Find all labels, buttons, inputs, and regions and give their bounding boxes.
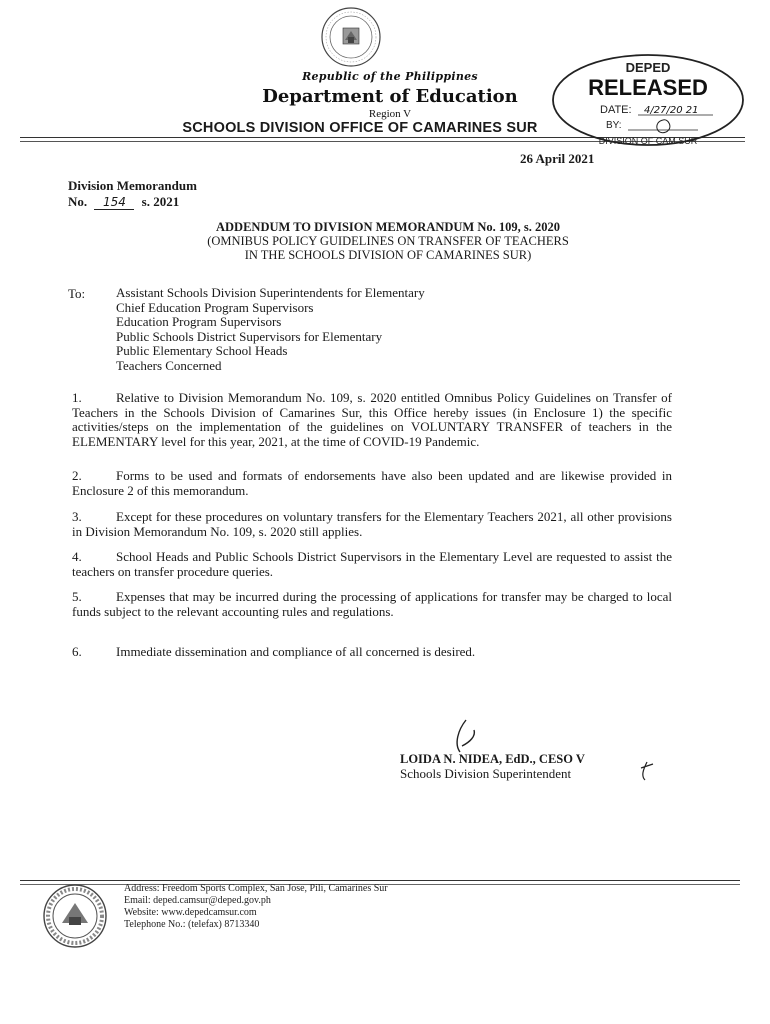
paragraph-5 [72, 590, 672, 619]
stamp-bottom: DIVISION OF CAM SUR [598, 136, 698, 146]
memo-label: Division Memorandum [68, 178, 197, 193]
subject-title: ADDENDUM TO DIVISION MEMORANDUM No. 109, s. 2020 [216, 220, 560, 234]
paragraph-3 [72, 510, 672, 539]
memo-subject [68, 220, 708, 262]
footer-rule [20, 880, 740, 881]
paragraph-number: 3. [72, 509, 82, 524]
signatory-name: LOIDA N. NIDEA, EdD., CESO V [400, 752, 585, 766]
memo-no-label: No. [68, 194, 88, 209]
footer-address: Address: Freedom Sports Complex, San Jose, Pili, Camarines Sur [124, 883, 388, 894]
recipient-item: Public Schools District Supervisors for Elementary [116, 328, 383, 344]
footer-website: Website: www.depedcamsur.com [124, 907, 257, 918]
subject-line-2: (OMNIBUS POLICY GUIDELINES ON TRANSFER OF TEACHERS [207, 234, 569, 248]
paragraph-number: 6. [72, 644, 82, 659]
recipient-item: Assistant Schools Division Superintendents for Elementary [116, 285, 425, 300]
recipient-item: Education Program Supervisors [116, 314, 282, 329]
stamp-date-label: DATE: [600, 104, 632, 116]
paragraph-text: Except for these procedures on voluntary transfers for the Elementary Teachers 2021, all other provisions in Division Memorandum No. 109, s. 2020 still applies. [72, 509, 672, 539]
to-label: To: [68, 286, 86, 301]
paragraph-1 [72, 391, 672, 449]
paragraph-number: 4. [72, 549, 82, 564]
footer-email: Email: deped.camsur@deped.gov.ph [124, 895, 271, 906]
paragraph-number: 1. [72, 390, 82, 405]
paragraph-text: Relative to Division Memorandum No. 109, s. 2020 entitled Omnibus Policy Guidelines on Transfer of Teachers in the Schools Division of Camarines Sur, this Office hereby issues (in Enclosure 1) the specific activities/steps on the implementation of the guidelines on VOLUNTARY TRANSFER of teachers in the ELEMENTARY level for this year, 2021, at the time of COVID-19 Pandemic. [72, 390, 672, 449]
stamp-by-label: BY: [606, 120, 622, 131]
paragraph-text: Expenses that may be incurred during the processing of applications for transfer may be charged to local funds subject to the relevant accounting rules and regulations. [72, 589, 672, 619]
paragraph-number: 5. [72, 589, 82, 604]
signature-icon [440, 716, 500, 756]
signatory-title: Schools Division Superintendent [400, 766, 572, 781]
memo-number: 154 [94, 195, 134, 210]
republic-line: Republic of the Philippines [302, 70, 478, 83]
memo-series: s. 2021 [141, 194, 180, 209]
footer-contact [124, 883, 388, 931]
recipient-item: Chief Education Program Supervisors [116, 299, 314, 315]
memo-date: 26 April 2021 [520, 151, 595, 166]
paragraph-4 [72, 550, 672, 579]
paragraph-text: Immediate dissemination and compliance of all concerned is desired. [116, 644, 476, 659]
subject-line-3: IN THE SCHOOLS DIVISION OF CAMARINES SUR) [244, 248, 532, 262]
paragraph-number: 2. [72, 468, 82, 483]
stamp-status: RELEASED [588, 75, 708, 100]
stamp-date-value: 4/27/20 21 [644, 105, 699, 116]
footer-telephone: Telephone No.: (telefax) 8713340 [124, 919, 260, 930]
recipients-list [116, 286, 425, 373]
paragraph-2 [72, 469, 672, 498]
initial-icon [633, 760, 659, 782]
deped-seal-icon [320, 6, 382, 68]
paragraph-text: School Heads and Public Schools District Supervisors in the Elementary Level are requested to assist the teachers on transfer procedure queries. [72, 549, 672, 579]
division-seal-icon [42, 883, 108, 949]
region-line: Region V [368, 108, 412, 120]
recipient-item: Teachers Concerned [116, 357, 222, 373]
paragraph-6 [72, 645, 672, 660]
memo-number-line [68, 194, 179, 210]
paragraph-text: Forms to be used and formats of endorsements have also been updated and are likewise provided in Enclosure 2 of this memorandum. [72, 468, 672, 498]
recipient-item: Public Elementary School Heads [116, 343, 288, 358]
division-office: SCHOOLS DIVISION OFFICE OF CAMARINES SUR [182, 120, 538, 136]
stamp-top: DEPED [625, 60, 671, 75]
department-name: Department of Education [262, 86, 518, 107]
released-stamp [548, 50, 748, 150]
